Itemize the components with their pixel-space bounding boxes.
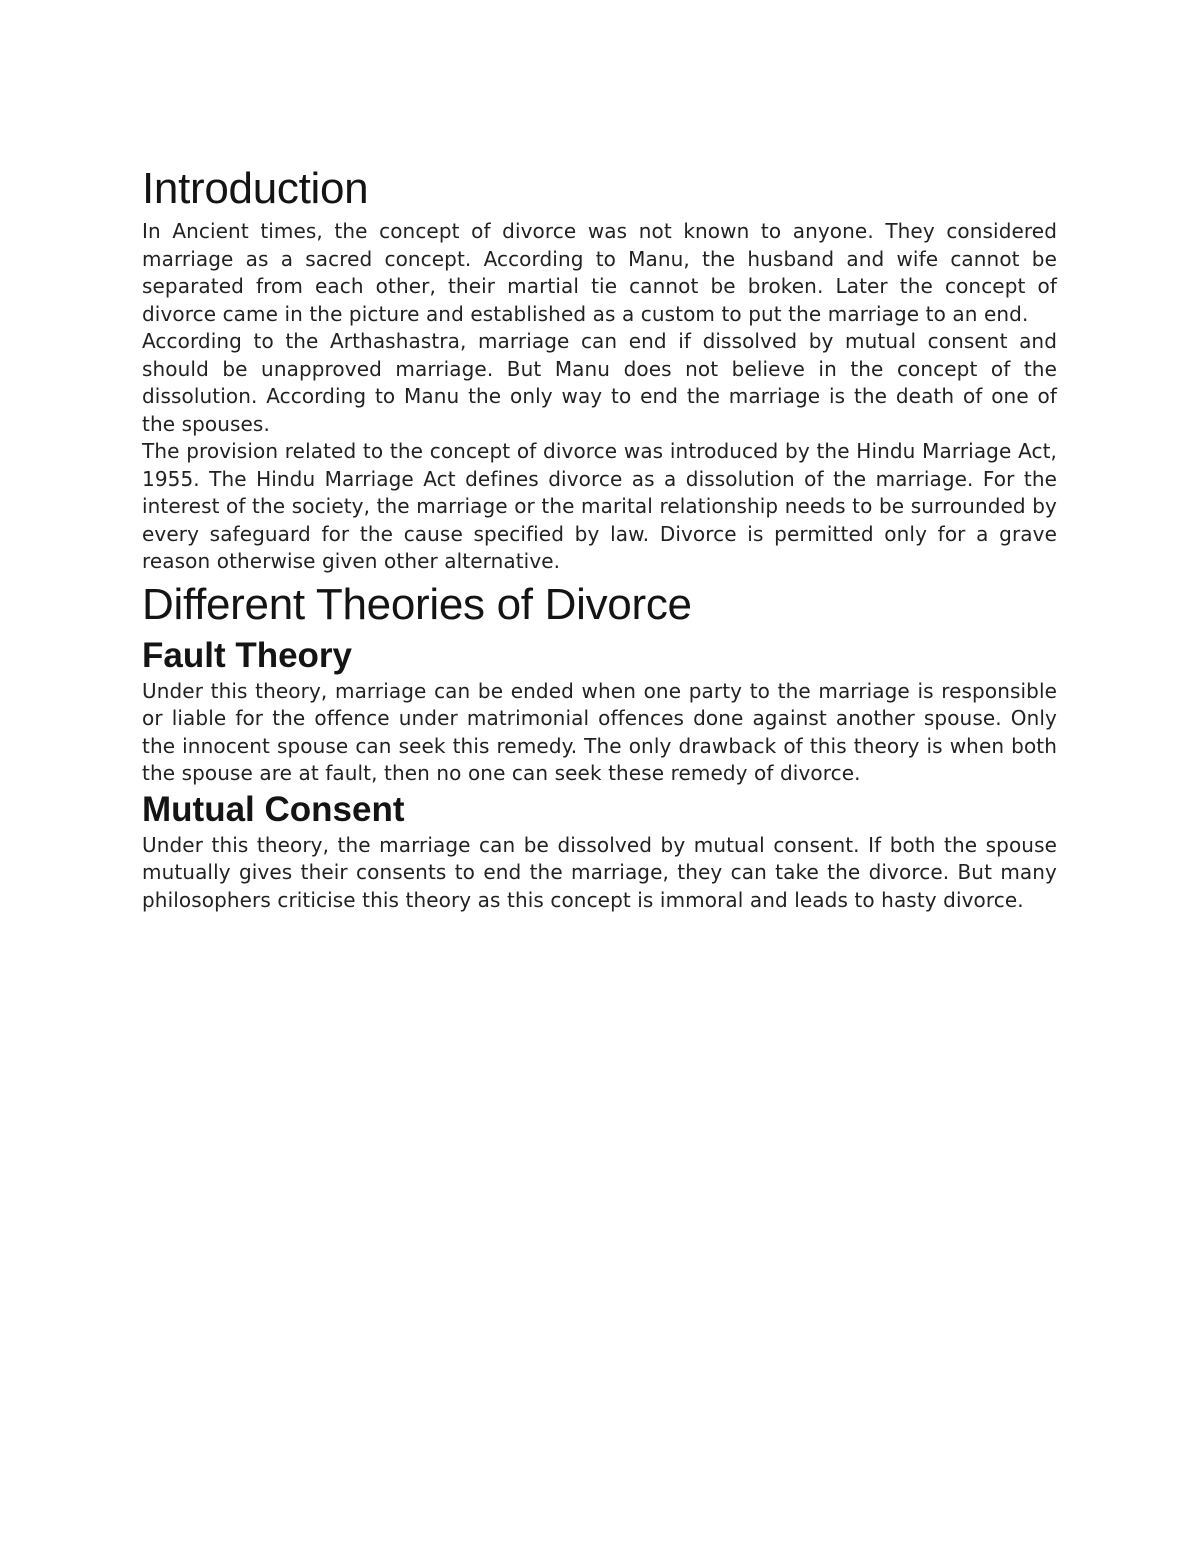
fault-theory-paragraph: Under this theory, marriage can be ended when one party to the marriage is responsible or liable for the offence under matrimonial offences done against another spouse. Only the innocent spouse can seek this remedy. The only drawback of this theory is when both the spouse are at fault, then no one can seek these remedy of divorce.: [142, 678, 1057, 785]
intro-paragraph-3: The provision related to the concept of divorce was introduced by the Hindu Marriage Act, 1955. The Hindu Marriage Act defines divorce as a dissolution of the marriage. For the interest of the society, the marriage or the marital relationship needs to be surrounded by every safeguard for the cause specified by law. Divorce is permitted only for a grave reason otherwise given other alternative.: [142, 439, 1057, 573]
mutual-consent-heading: Mutual Consent: [142, 789, 405, 829]
mutual-consent-paragraph: Under this theory, the marriage can be dissolved by mutual consent. If both the spouse mutually gives their consents to end the marriage, they can take the divorce. But many philosophers criticise this theory as this concept is immoral and leads to hasty divorce.: [142, 832, 1057, 912]
intro-paragraph-1: In Ancient times, the concept of divorce was not known to anyone. They considered marriage as a sacred concept. According to Manu, the husband and wife cannot be separated from each other, their martial tie cannot be broken. Later the concept of divorce came in the picture and established as a custom to put the marriage to an end.: [142, 219, 1057, 326]
intro-paragraph-2: According to the Arthashastra, marriage can end if dissolved by mutual consent and should be unapproved marriage. But Manu does not believe in the concept of the dissolution. According to Manu the only way to end the marriage is the death of one of the spouses.: [142, 329, 1057, 436]
theories-heading: Different Theories of Divorce: [142, 579, 692, 629]
document-page: [142, 160, 1057, 914]
introduction-heading: Introduction: [142, 164, 369, 213]
fault-theory-heading: Fault Theory: [142, 635, 353, 675]
